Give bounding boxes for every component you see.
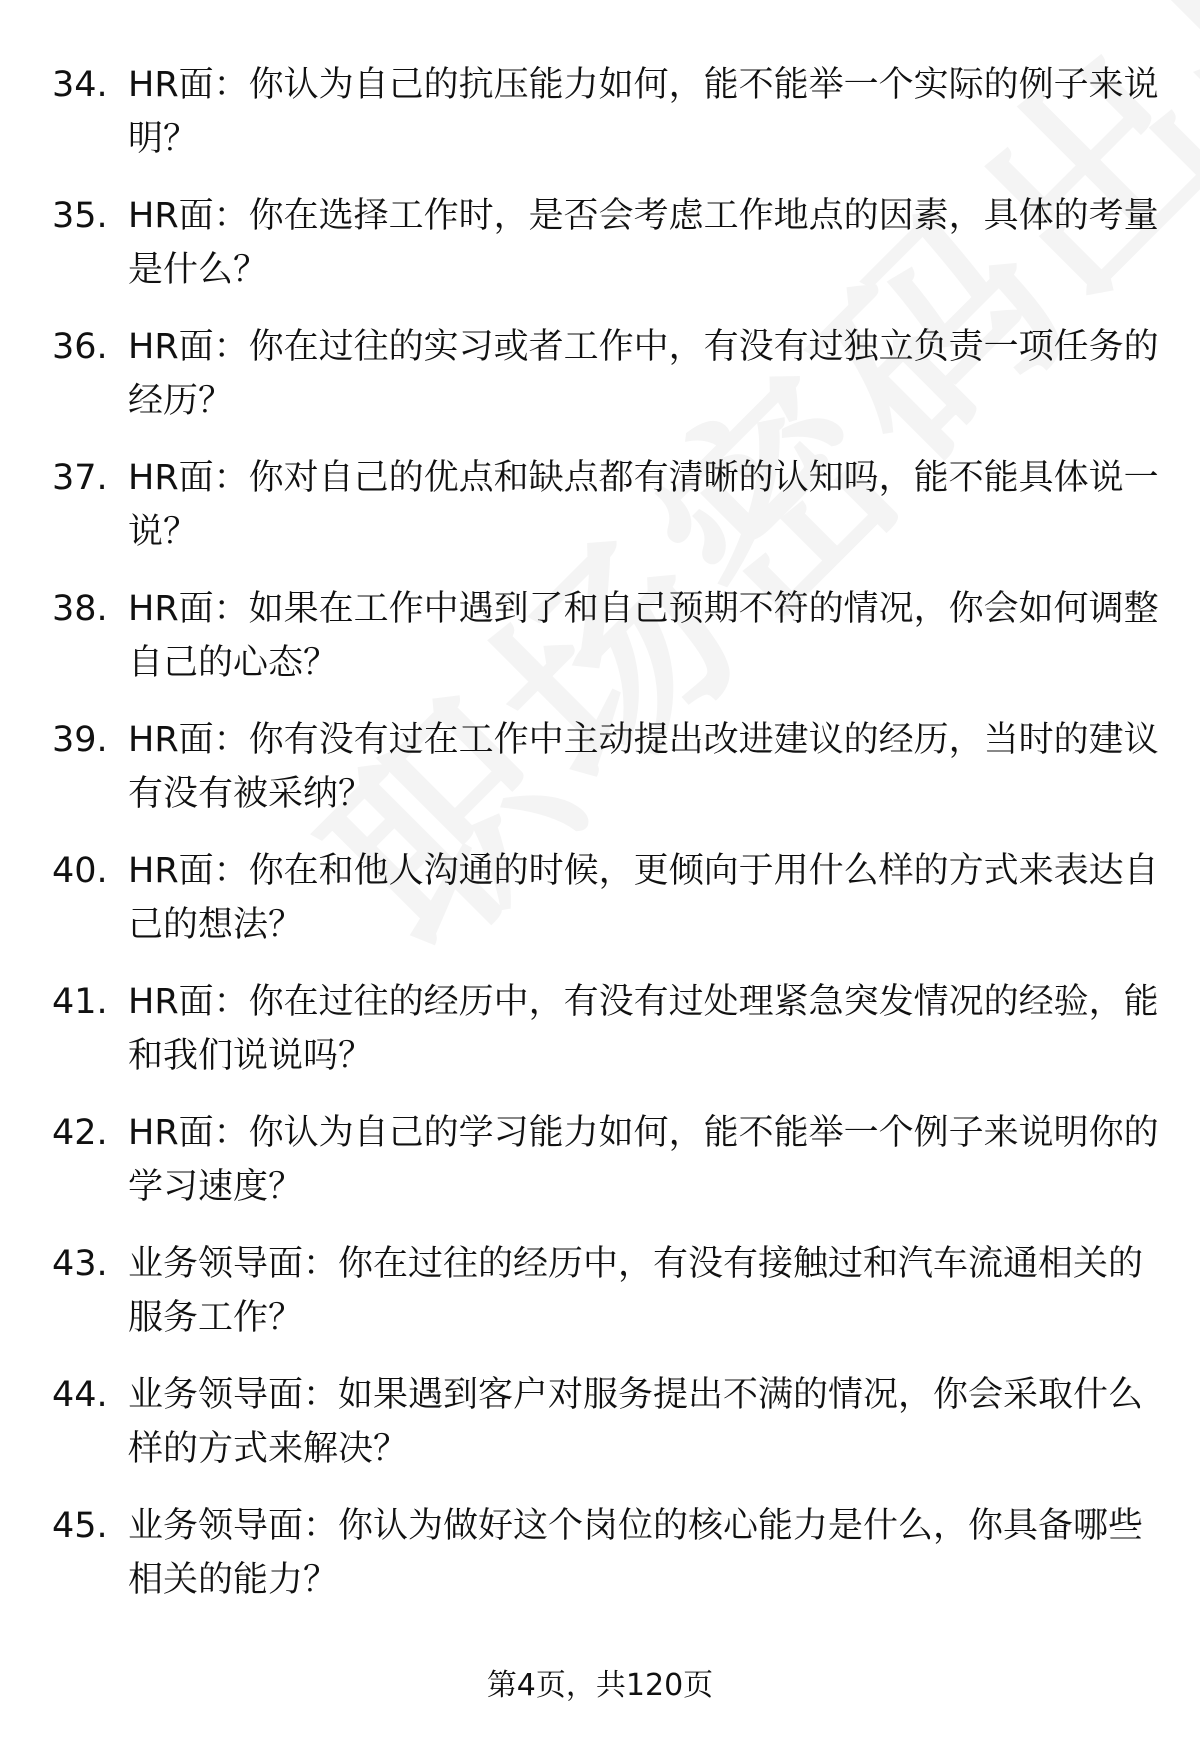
list-item	[0, 451, 1200, 582]
question-text: 业务领导面：你在过往的经历中，有没有接触过和汽车流通相关的服务工作？	[128, 1244, 1144, 1338]
question-text: HR面：你在过往的经历中，有没有过处理紧急突发情况的经验，能和我们说说吗？	[128, 982, 1159, 1076]
question-text: 业务领导面：你认为做好这个岗位的核心能力是什么，你具备哪些相关的能力？	[128, 1506, 1144, 1600]
question-text: HR面：你在选择工作时，是否会考虑工作地点的因素，具体的考量是什么？	[128, 196, 1159, 290]
question-text: 业务领导面：如果遇到客户对服务提出不满的情况，你会采取什么样的方式来解决？	[128, 1375, 1144, 1469]
page-footer: 第4页，共120页	[486, 1668, 714, 1703]
question-list	[0, 58, 1200, 1630]
list-item	[0, 844, 1200, 975]
question-text: HR面：你在过往的实习或者工作中，有没有过独立负责一项任务的经历？	[128, 327, 1159, 421]
question-number: 45.	[52, 1506, 108, 1546]
question-number: 40.	[52, 851, 108, 891]
question-text: HR面：你在和他人沟通的时候，更倾向于用什么样的方式来表达自己的想法？	[128, 851, 1159, 945]
list-item	[0, 1368, 1200, 1499]
list-item	[0, 189, 1200, 320]
question-number: 44.	[52, 1375, 108, 1415]
question-number: 37.	[52, 458, 108, 498]
question-number: 36.	[52, 327, 108, 367]
question-number: 43.	[52, 1244, 108, 1284]
question-text: HR面：你认为自己的学习能力如何，能不能举一个例子来说明你的学习速度？	[128, 1113, 1159, 1207]
question-number: 35.	[52, 196, 108, 236]
question-number: 41.	[52, 982, 108, 1022]
question-number: 34.	[52, 65, 108, 105]
list-item	[0, 1499, 1200, 1630]
question-text: HR面：你认为自己的抗压能力如何，能不能举一个实际的例子来说明？	[128, 65, 1159, 159]
list-item	[0, 975, 1200, 1106]
list-item	[0, 320, 1200, 451]
question-text: HR面：如果在工作中遇到了和自己预期不符的情况，你会如何调整自己的心态？	[128, 589, 1159, 683]
list-item	[0, 582, 1200, 713]
question-number: 42.	[52, 1113, 108, 1153]
question-text: HR面：你有没有过在工作中主动提出改进建议的经历，当时的建议有没有被采纳？	[128, 720, 1159, 814]
list-item	[0, 1237, 1200, 1368]
list-item	[0, 1106, 1200, 1237]
list-item	[0, 713, 1200, 844]
question-number: 39.	[52, 720, 108, 760]
list-item	[0, 58, 1200, 189]
question-text: HR面：你对自己的优点和缺点都有清晰的认知吗，能不能具体说一说？	[128, 458, 1159, 552]
question-number: 38.	[52, 589, 108, 629]
